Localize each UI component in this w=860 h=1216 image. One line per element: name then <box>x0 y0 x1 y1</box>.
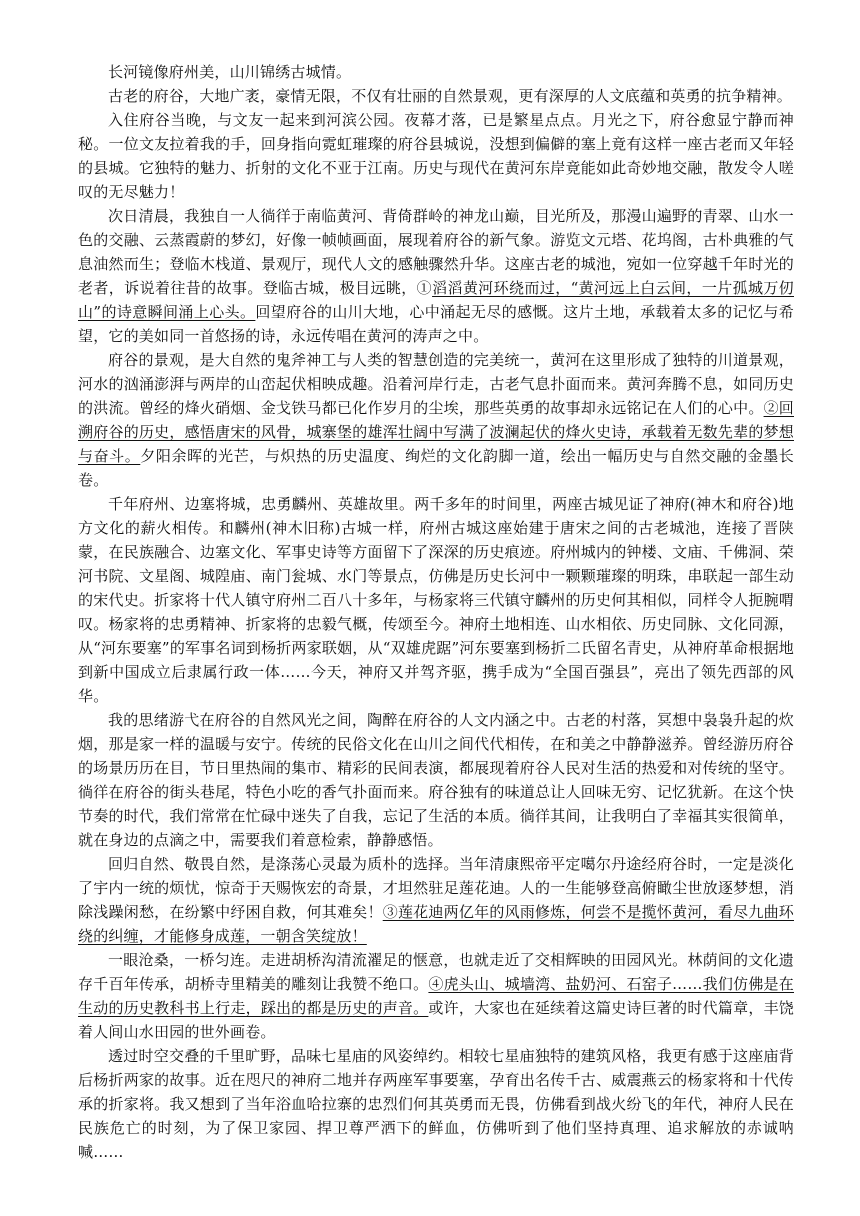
paragraph-text: 我的思绪游弋在府谷的自然风光之间，陶醉在府谷的人文内涵之中。古老的村落，冥想中袅袅升起的炊烟，那是家一样的温暖与安宁。传统的民俗文化在山川之间代代相传，在和美之中静静滋养。曾经游历府谷的场景历历在目，节日里热闹的集市、精彩的民间表演，都展现着府谷人民对生活的热爱和对传统的坚守。徜徉在府谷的街头巷尾，特色小吃的香气扑面而来。府谷独有的味道总让人回味无穷、记忆犹新。在这个快节奏的时代，我们常常在忙碌中迷失了自我，忘记了生活的本质。徜徉其间，让我明白了幸福其实很简单，就在身边的点滴之中，需要我们着意检索，静静感悟。 <box>78 711 794 849</box>
paragraph-3 <box>78 108 794 204</box>
underlined-sentence-1: 滔滔黄河环绕而过，“黄河远上白云间，一片孤城万仞山”的诗意瞬间涌上心头。 <box>78 279 794 321</box>
paragraph-7 <box>78 708 794 852</box>
paragraph-text: 回归自然、敬畏自然，是涤荡心灵最为质朴的选择。当年清康熙帝平定噶尔丹途经府谷时，一定是淡化了宇内一统的烦忧，惊奇于天赐恢宏的奇景，才坦然驻足莲花迪。人的一生能够登高俯瞰尘世放逐梦想，消除浅躁闲愁，在纷繁中纾困自救，何其难矣！ <box>78 855 794 921</box>
paragraph-2 <box>78 84 794 108</box>
paragraph-text: 透过时空交叠的千里旷野，品味七星庙的风姿绰约。相较七星庙独特的建筑风格，我更有感于这座庙背后杨折两家的故事。近在咫尺的神府二地并存两座军事要塞，孕育出名传千古、威震燕云的杨家将和十代传承的折家将。我又想到了当年浴血哈拉寨的忠烈们何其英勇而无畏，仿佛看到战火纷飞的年代，神府人民在民族危亡的时刻，为了保卫家园、捍卫尊严洒下的鲜血，仿佛听到了他们坚持真理、追求解放的赤诚呐喊…… <box>78 1047 794 1161</box>
paragraph-text: 入住府谷当晚，与文友一起来到河滨公园。夜幕才落，已是繁星点点。月光之下，府谷愈显宁静而神秘。一位文友拉着我的手，回身指向霓虹璀璨的府谷县城说，没想到偏僻的塞上竟有这样一座古老而又年轻的县城。它独特的魅力、折射的文化不亚于江南。历史与现代在黄河东岸竟能如此奇妙地交融，散发令人嗟叹的无尽魅力！ <box>78 111 794 201</box>
paragraph-text: 一眼沧桑，一桥匀连。走进胡桥沟清流濯足的惬意，也就走近了交相辉映的田园风光。林荫间的文化遗存千百年传承，胡桥寺里精美的雕刻让我赞不绝口。 <box>78 951 794 993</box>
paragraph-text: 夕阳余晖的光芒，与炽热的历史温度、绚烂的文化韵脚一道，绘出一幅历史与自然交融的金墨长卷。 <box>78 447 794 489</box>
paragraph-1 <box>78 60 794 84</box>
paragraph-text: 或许，大家也在延续着这篇史诗巨著的时代篇章，丰饶着人间山水田园的世外画卷。 <box>78 999 794 1041</box>
paragraph-9 <box>78 948 794 1044</box>
paragraph-8 <box>78 852 794 948</box>
paragraph-10 <box>78 1044 794 1164</box>
paragraph-text: 长河镜像府州美，山川锦绣古城情。 <box>108 63 352 81</box>
paragraph-5 <box>78 348 794 492</box>
paragraph-4 <box>78 204 794 348</box>
essay-body <box>78 60 794 1164</box>
paragraph-6 <box>78 492 794 708</box>
underlined-sentence-3: ③莲花迪两亿年的风雨修炼，何尝不是揽怀黄河，看尽九曲环绕的纠缠，才能修身成莲，一朝含笑绽放！ <box>78 903 794 945</box>
paragraph-text: 回望府谷的山川大地，心中涌起无尽的感慨。这片土地，承载着太多的记忆与希望，它的美如同一首悠扬的诗，永远传唱在黄河的涛声之中。 <box>78 303 794 345</box>
paragraph-text: 古老的府谷，大地广袤，豪情无限，不仅有壮丽的自然景观，更有深厚的人文底蕴和英勇的抗争精神。 <box>108 87 793 105</box>
underlined-sentence-4: ④虎头山、城墙湾、盐奶河、石窑子……我们仿佛是在生动的历史教科书上行走，踩出的都是历史的声音。 <box>78 975 794 1017</box>
paragraph-text: 次日清晨，我独自一人徜徉于南临黄河、背倚群岭的神龙山巅，目光所及，那漫山遍野的青翠、山水一色的交融、云蒸霞蔚的梦幻，好像一帧帧画面，展现着府谷的新气象。游览文元塔、花坞阁，古朴典雅的气息油然而生；登临木栈道、景观厅，现代人文的感触骤然升华。这座古老的城池，宛如一位穿越千年时光的老者，诉说着往昔的故事。登临古城，极目远眺，① <box>78 207 794 297</box>
paragraph-text: 千年府州、边塞将城，忠勇麟州、英雄故里。两千多年的时间里，两座古城见证了神府(神木和府谷)地方文化的薪火相传。和麟州(神木旧称)古城一样，府州古城这座始建于唐宋之间的古老城池，连接了晋陕蒙，在民族融合、边塞文化、军事史诗等方面留下了深深的历史痕迹。府州城内的钟楼、文庙、千佛洞、荣河书院、文星阁、城隍庙、南门瓮城、水门等景点，仿佛是历史长河中一颗颗璀璨的明珠，串联起一部生动的宋代史。折家将十代人镇守府州二百八十多年，与杨家将三代镇守麟州的历史何其相似，同样令人扼腕喟叹。杨家将的忠勇精神、折家将的忠毅气概，传颂至今。神府土地相连、山水相依、历史同脉、文化同源，从“河东要塞”的军事名词到杨折两家联姻，从“双雄虎踞”河东要塞到杨折二氏留名青史，从神府革命根据地到新中国成立后隶属行政一体……今天，神府又并驾齐驱，携手成为“全国百强县”，亮出了领先西部的风华。 <box>78 495 794 705</box>
paragraph-text: 府谷的景观，是大自然的鬼斧神工与人类的智慧创造的完美统一，黄河在这里形成了独特的川道景观，河水的汹涌澎湃与两岸的山峦起伏相映成趣。沿着河岸行走，古老气息扑面而来。黄河奔腾不息，如同历史的洪流。曾经的烽火硝烟、金戈铁马都已化作岁月的尘埃，那些英勇的故事却永远铭记在人们的心中。 <box>78 351 794 417</box>
underlined-sentence-2: ②回溯府谷的历史，感悟唐宋的风骨，城寨堡的雄浑壮阔中写满了波澜起伏的烽火史诗，承载着无数先辈的梦想与奋斗。 <box>78 399 794 465</box>
